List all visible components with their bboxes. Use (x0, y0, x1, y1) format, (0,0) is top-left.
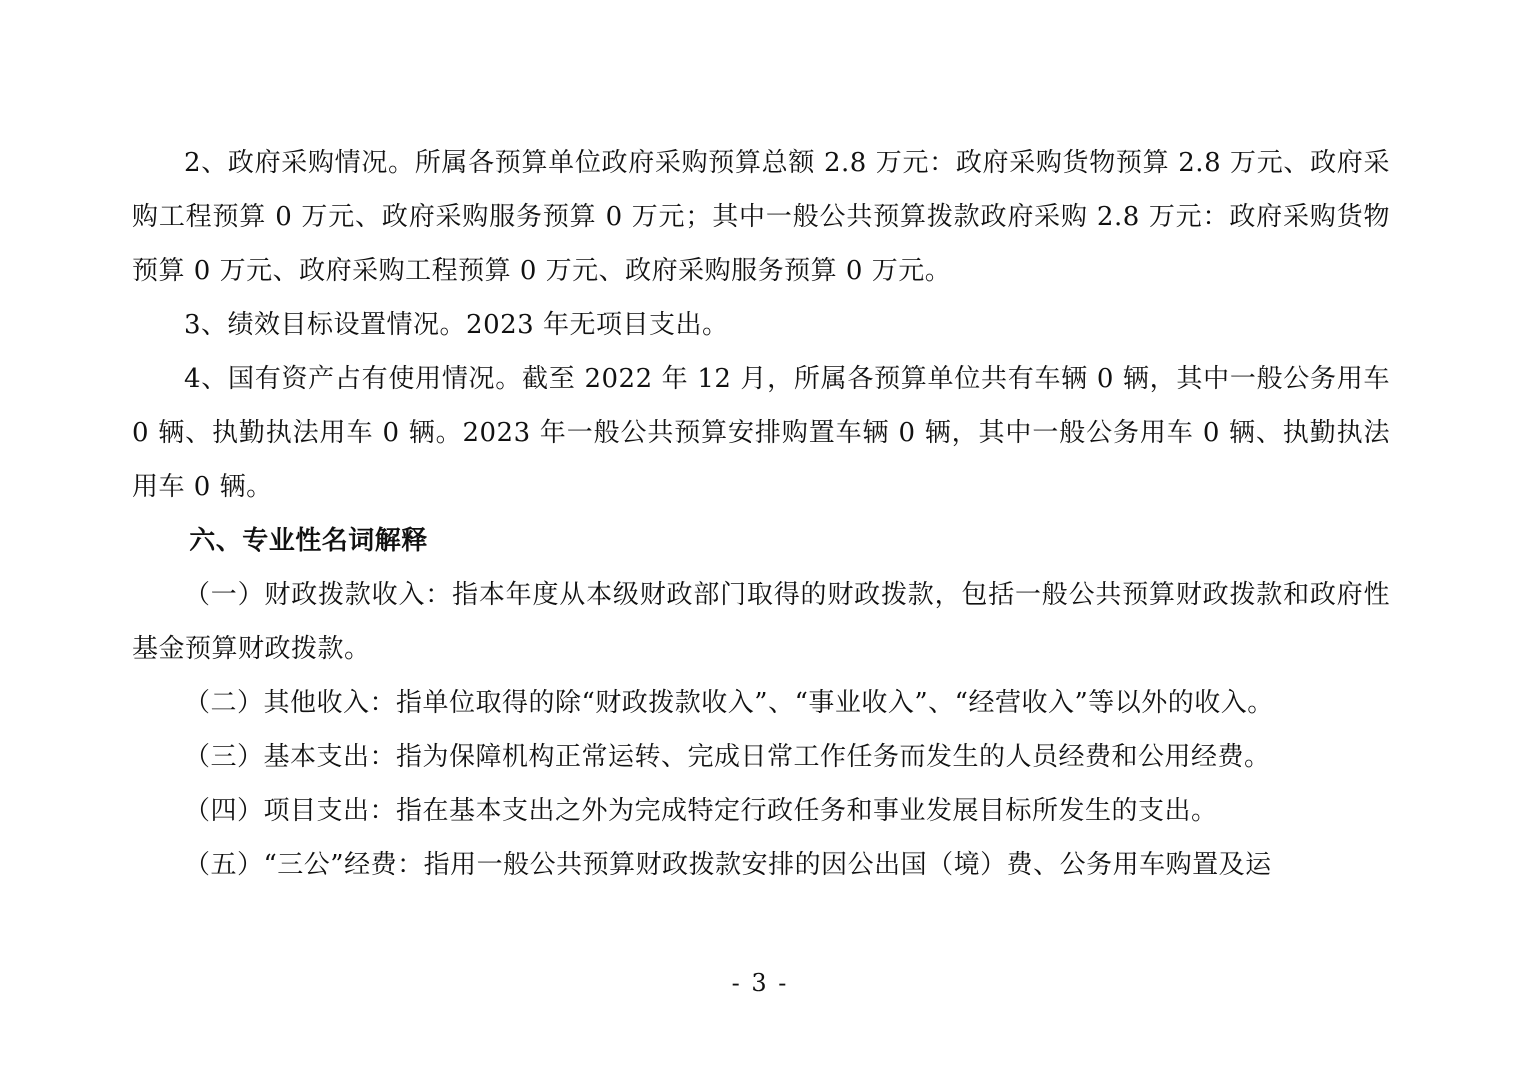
definition-basic-expenditure: （三）基本支出：指为保障机构正常运转、完成日常工作任务而发生的人员经费和公用经费。 (184, 742, 1271, 772)
page-number: - 3 - (731, 969, 789, 997)
section-heading: 六、专业性名词解释 (189, 526, 428, 556)
document-body (132, 136, 1390, 892)
definition-project-expenditure: （四）项目支出：指在基本支出之外为完成特定行政任务和事业发展目标所发生的支出。 (184, 796, 1218, 826)
paragraph-state-assets: 4、国有资产占有使用情况。截至 2022 年 12 月，所属各预算单位共有车辆 0 辆，其中一般公务用车 0 辆、执勤执法用车 0 辆。2023 年一般公共预算安排购置车辆 0 辆，其中一般公务用车 0 辆、执勤执法用车 0 辆。 (132, 364, 1390, 502)
definition-other-income: （二）其他收入：指单位取得的除“财政拨款收入”、“事业收入”、“经营收入”等以外的收入。 (184, 688, 1274, 718)
definition-fiscal-appropriation-income: （一）财政拨款收入：指本年度从本级财政部门取得的财政拨款，包括一般公共预算财政拨款和政府性基金预算财政拨款。 (132, 580, 1390, 664)
definition-three-public-expenses: （五）“三公”经费：指用一般公共预算财政拨款安排的因公出国（境）费、公务用车购置及运 (184, 850, 1272, 880)
paragraph-performance-targets: 3、绩效目标设置情况。2023 年无项目支出。 (184, 310, 729, 340)
paragraph-government-procurement: 2、政府采购情况。所属各预算单位政府采购预算总额 2.8 万元：政府采购货物预算 2.8 万元、政府采购工程预算 0 万元、政府采购服务预算 0 万元；其中一般公共预算拨款政府采购 2.8 万元：政府采购货物预算 0 万元、政府采购工程预算 0 万元、政府采购服务预算 0 万元。 (132, 148, 1390, 286)
